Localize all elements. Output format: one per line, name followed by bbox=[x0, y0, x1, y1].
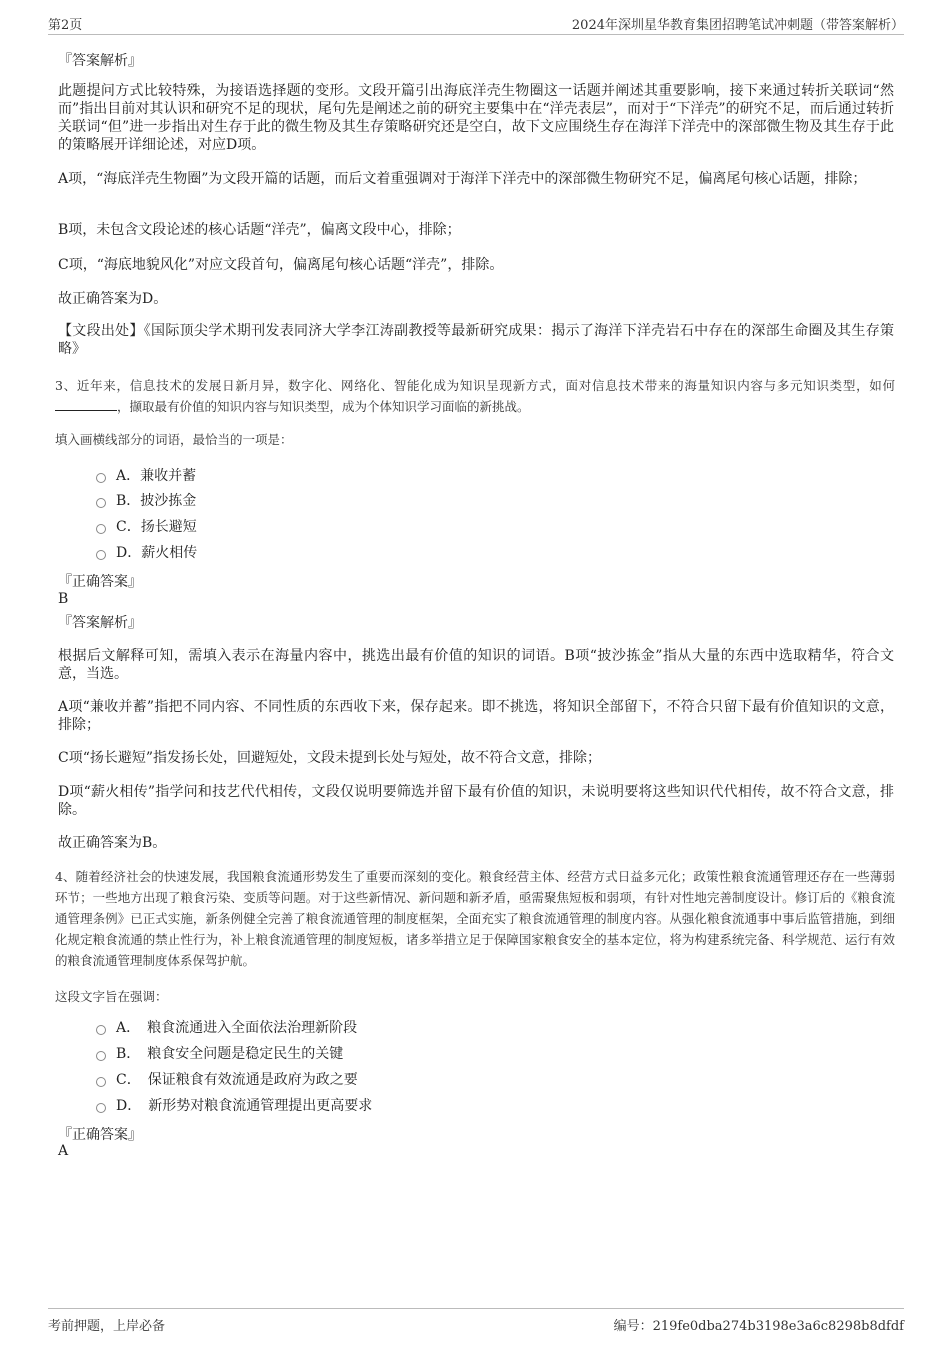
source-citation: 【文段出处】《国际顶尖学术期刊发表同济大学李江涛副教授等最新研究成果：揭示了海洋下洋壳岩石中存在的深部生命圈及其生存策略》 bbox=[58, 323, 894, 357]
analysis-paragraph: 此题提问方式比较特殊，为接语选择题的变形。文段开篇引出海底洋壳生物圈这一话题并阐述其重要影响，接下来通过转折关联词“然而”指出目前对其认识和研究不足的现状，尾句先是阐述之前的研究主要集中在“洋壳表层”，而对于“下洋壳”的研究不足，而后通过转折关联词“但”进一步指出对生存于此的微生物及其生存策略研究还是空白，故下文应围绕生存在海洋下洋壳中的深部微生物及其生存于此的策略展开详细论述，对应D项。 bbox=[58, 83, 894, 153]
analysis-label: 『答案解析』 bbox=[58, 53, 142, 69]
radio-button[interactable] bbox=[96, 473, 106, 483]
footer-slogan: 考前押题，上岸必备 bbox=[48, 1319, 166, 1334]
page-footer bbox=[48, 1308, 904, 1334]
analysis-paragraph: B项，未包含文段论述的核心话题“洋壳”，偏离文段中心，排除； bbox=[58, 222, 461, 238]
page-header bbox=[48, 14, 904, 35]
question-prompt: 填入画横线部分的词语，最恰当的一项是： bbox=[55, 432, 293, 447]
radio-button[interactable] bbox=[96, 550, 106, 560]
question-stem: 4、随着经济社会的快速发展，我国粮食流通形势发生了重要而深刻的变化。粮食经营主体、经营方式日益多元化；政策性粮食流通管理还存在一些薄弱环节；一些地方出现了粮食污染、变质等问题。对于这些新情况、新问题和新矛盾，亟需聚焦短板和弱项，有针对性地完善制度设计。修订后的《粮食流通管理条例》已正式实施，新条例健全完善了粮食流通管理的制度框架，全面充实了粮食流通管理的制度内容。从强化粮食流通事中事后监管措施，到细化规定粮食流通的禁止性行为，补上粮食流通管理的制度短板，诸多举措立足于保障国家粮食安全的基本定位，将为构建系统完备、科学规范、运行有效的粮食流通管理制度体系保驾护航。 bbox=[55, 869, 895, 968]
analysis-paragraph: C项“扬长避短”指发扬长处，回避短处，文段未提到长处与短处，故不符合文意，排除； bbox=[58, 750, 602, 766]
option-d[interactable] bbox=[96, 1095, 372, 1115]
radio-button[interactable] bbox=[96, 498, 106, 508]
radio-button[interactable] bbox=[96, 1077, 106, 1087]
radio-button[interactable] bbox=[96, 524, 106, 534]
option-a[interactable] bbox=[96, 1017, 357, 1037]
option-label: B．披沙拣金 bbox=[116, 493, 197, 509]
option-label: B． 粮食安全问题是稳定民生的关键 bbox=[116, 1046, 344, 1062]
correct-answer: B bbox=[58, 591, 69, 607]
option-c[interactable] bbox=[96, 1069, 358, 1089]
correct-answer-label: 『正确答案』 bbox=[58, 1127, 142, 1143]
correct-answer-label: 『正确答案』 bbox=[58, 574, 142, 590]
fill-blank bbox=[55, 398, 117, 411]
answer-conclusion: 故正确答案为B。 bbox=[58, 835, 167, 851]
answer-conclusion: 故正确答案为D。 bbox=[58, 291, 168, 307]
option-a[interactable] bbox=[96, 465, 196, 485]
question-stem-text: 3、近年来，信息技术的发展日新月异，数字化、网络化、智能化成为知识呈现新方式，面对信息技术带来的海量知识内容与多元知识类型，如何 bbox=[55, 378, 895, 393]
analysis-paragraph: 根据后文解释可知，需填入表示在海量内容中，挑选出最有价值的知识的词语。B项“披沙拣金”指从大量的东西中选取精华，符合文意，当选。 bbox=[58, 648, 894, 682]
analysis-paragraph: D项“薪火相传”指学问和技艺代代相传，文段仅说明要筛选并留下最有价值的知识，未说明要将这些知识代代相传，故不符合文意，排除。 bbox=[58, 784, 894, 818]
option-d[interactable] bbox=[96, 542, 197, 562]
correct-answer: A bbox=[58, 1143, 69, 1159]
option-label: A．兼收并蓄 bbox=[116, 468, 197, 484]
document-id: 编号：219fe0dba274b3198e3a6c8298b8dfdf bbox=[613, 1319, 904, 1334]
radio-button[interactable] bbox=[96, 1103, 106, 1113]
analysis-paragraph: C项，“海底地貌风化”对应文段首句，偏离尾句核心话题“洋壳”，排除。 bbox=[58, 257, 504, 273]
option-c[interactable] bbox=[96, 516, 197, 536]
analysis-paragraph: A项，“海底洋壳生物圈”为文段开篇的话题，而后文着重强调对于海洋下洋壳中的深部微生物研究不足，偏离尾句核心话题，排除； bbox=[58, 171, 867, 187]
option-label: D． 新形势对粮食流通管理提出更高要求 bbox=[116, 1098, 373, 1114]
question-stem bbox=[55, 375, 895, 417]
page-number: 第2页 bbox=[48, 18, 83, 33]
option-label: C．扬长避短 bbox=[116, 519, 197, 535]
analysis-label: 『答案解析』 bbox=[58, 615, 142, 631]
question-stem-text: ，撷取最有价值的知识内容与知识类型，成为个体知识学习面临的新挑战。 bbox=[117, 399, 530, 414]
analysis-paragraph: A项“兼收并蓄”指把不同内容、不同性质的东西收下来，保存起来。即不挑选，将知识全部留下，不符合只留下最有价值知识的文意，排除； bbox=[58, 699, 894, 733]
option-b[interactable] bbox=[96, 490, 196, 510]
radio-button[interactable] bbox=[96, 1025, 106, 1035]
option-label: A． 粮食流通进入全面依法治理新阶段 bbox=[116, 1020, 358, 1036]
option-b[interactable] bbox=[96, 1043, 343, 1063]
question-prompt: 这段文字旨在强调： bbox=[55, 989, 168, 1004]
option-label: D．薪火相传 bbox=[116, 545, 198, 561]
option-label: C． 保证粮食有效流通是政府为政之要 bbox=[116, 1072, 358, 1088]
document-title: 2024年深圳星华教育集团招聘笔试冲刺题（带答案解析） bbox=[571, 18, 904, 33]
radio-button[interactable] bbox=[96, 1051, 106, 1061]
